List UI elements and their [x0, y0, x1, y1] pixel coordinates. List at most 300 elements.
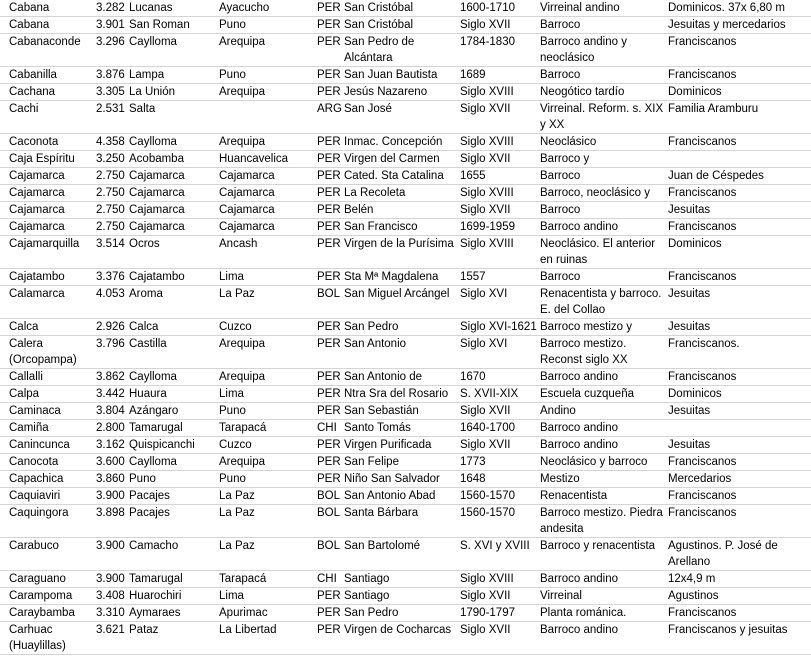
- table-row: [0, 588, 811, 605]
- style-cell: Neoclásico: [540, 136, 597, 148]
- country-cell: PER: [317, 69, 341, 81]
- province-cell: Aroma: [129, 288, 163, 300]
- altitude-cell: 3.600: [96, 456, 125, 468]
- town-cell: Cabanaconde: [9, 36, 81, 48]
- church-cell: San Antonio Abad: [344, 490, 436, 502]
- altitude-cell: 3.876: [96, 69, 125, 81]
- order-notes-cell: Franciscanos: [668, 36, 737, 48]
- style-cell: Renacentista: [540, 490, 608, 502]
- order-notes-cell: Mercedarios: [668, 473, 732, 485]
- order-notes-cell: Franciscanos: [668, 136, 737, 148]
- date-cell: 1784-1830: [460, 36, 515, 48]
- style-cell: Barroco andino: [540, 624, 618, 636]
- order-notes-cell: Jesuitas: [668, 204, 711, 216]
- country-cell: PER: [317, 187, 341, 199]
- town-cell: Canocota: [9, 456, 59, 468]
- altitude-cell: 2.750: [96, 221, 125, 233]
- region-cell: Tarapacá: [219, 422, 267, 434]
- order-notes-cell: Jesuitas: [668, 439, 711, 451]
- province-cell: Aymaraes: [129, 607, 181, 619]
- town-cell: Cajamarca: [9, 170, 65, 182]
- style-cell: Andino: [540, 405, 576, 417]
- order-notes-cell: Agustinos. P. José de Arellano: [668, 540, 778, 568]
- province-cell: Cajamarca: [129, 187, 185, 199]
- altitude-cell: 3.250: [96, 153, 125, 165]
- table-row: [0, 605, 811, 622]
- altitude-cell: 3.162: [96, 439, 125, 451]
- style-cell: Barroco: [540, 271, 581, 283]
- date-cell: Siglo XVI: [460, 338, 508, 350]
- order-notes-cell: Franciscanos: [668, 371, 737, 383]
- altitude-cell: 3.804: [96, 405, 125, 417]
- altitude-cell: 2.926: [96, 321, 125, 333]
- table-row: [0, 386, 811, 403]
- church-cell: Virgen de Cocharcas: [344, 624, 452, 636]
- altitude-cell: 3.310: [96, 607, 125, 619]
- province-cell: Puno: [129, 473, 156, 485]
- region-cell: Lima: [219, 388, 244, 400]
- province-cell: Caylloma: [129, 36, 177, 48]
- altitude-cell: 3.796: [96, 338, 125, 350]
- province-cell: Tamarugal: [129, 573, 183, 585]
- church-cell: San Sebastián: [344, 405, 419, 417]
- province-cell: Huarochiri: [129, 590, 182, 602]
- region-cell: Arequipa: [219, 86, 266, 98]
- style-cell: Barroco y renacentista: [540, 540, 656, 552]
- church-cell: San Cristóbal: [344, 2, 414, 14]
- table-row: [0, 17, 811, 34]
- altitude-cell: 2.750: [96, 187, 125, 199]
- church-cell: San Pedro: [344, 321, 399, 333]
- town-cell: Cajamarquilla: [9, 238, 80, 250]
- town-cell: Caquingora: [9, 507, 69, 519]
- country-cell: PER: [317, 405, 341, 417]
- town-cell: Canincunca: [9, 439, 70, 451]
- town-cell: Cachi: [9, 103, 39, 115]
- order-notes-cell: Dominicos: [668, 388, 722, 400]
- altitude-cell: 2.531: [96, 103, 125, 115]
- church-cell: San Cristóbal: [344, 19, 414, 31]
- altitude-cell: 3.376: [96, 271, 125, 283]
- date-cell: S. XVII-XIX: [460, 388, 519, 400]
- date-cell: 1640-1700: [460, 422, 515, 434]
- region-cell: Lima: [219, 271, 244, 283]
- country-cell: PER: [317, 338, 341, 350]
- table-row: [0, 571, 811, 588]
- province-cell: Salta: [129, 103, 156, 115]
- province-cell: Pataz: [129, 624, 159, 636]
- style-cell: Virreinal. Reform. s. XIX y XX: [540, 103, 664, 131]
- country-cell: PER: [317, 204, 341, 216]
- country-cell: BOL: [317, 490, 341, 502]
- region-cell: Cuzco: [219, 321, 252, 333]
- province-cell: Cajamarca: [129, 170, 185, 182]
- province-cell: Acobamba: [129, 153, 184, 165]
- country-cell: BOL: [317, 540, 341, 552]
- date-cell: 1557: [460, 271, 486, 283]
- date-cell: 1560-1570: [460, 507, 515, 519]
- date-cell: 1699-1959: [460, 221, 515, 233]
- date-cell: 1790-1797: [460, 607, 515, 619]
- region-cell: Puno: [219, 473, 246, 485]
- church-cell: Ntra Sra del Rosario: [344, 388, 449, 400]
- altitude-cell: 3.900: [96, 573, 125, 585]
- table-row: [0, 336, 811, 369]
- order-notes-cell: Dominicos: [668, 238, 722, 250]
- altitude-cell: 3.408: [96, 590, 125, 602]
- church-cell: San Juan Bautista: [344, 69, 438, 81]
- date-cell: Siglo XVI-1621: [460, 321, 537, 333]
- town-cell: Calpa: [9, 388, 40, 400]
- church-cell: San Pedro: [344, 607, 399, 619]
- region-cell: Arequipa: [219, 371, 266, 383]
- order-notes-cell: Franciscanos.: [668, 338, 740, 350]
- town-cell: Capachica: [9, 473, 64, 485]
- order-notes-cell: Franciscanos: [668, 69, 737, 81]
- church-cell: Virgen de la Purísima: [344, 238, 454, 250]
- order-notes-cell: Agustinos: [668, 590, 719, 602]
- order-notes-cell: Franciscanos: [668, 221, 737, 233]
- church-cell: La Recoleta: [344, 187, 406, 199]
- region-cell: Cajamarca: [219, 221, 275, 233]
- town-cell: Carampoma: [9, 590, 73, 602]
- country-cell: BOL: [317, 507, 341, 519]
- table-row: [0, 454, 811, 471]
- altitude-cell: 3.442: [96, 388, 125, 400]
- style-cell: Barroco y: [540, 153, 590, 165]
- church-cell: Santiago: [344, 573, 390, 585]
- table-row: [0, 34, 811, 67]
- style-cell: Neogótico tardío: [540, 86, 625, 98]
- order-notes-cell: Jesuitas: [668, 321, 711, 333]
- style-cell: Neoclásico. El anterior en ruinas: [540, 238, 656, 266]
- town-cell: Carabuco: [9, 540, 59, 552]
- region-cell: Puno: [219, 69, 246, 81]
- province-cell: Lampa: [129, 69, 165, 81]
- date-cell: Siglo XVII: [460, 590, 511, 602]
- province-cell: San Roman: [129, 19, 190, 31]
- church-cell: Niño San Salvador: [344, 473, 440, 485]
- table-row: [0, 471, 811, 488]
- date-cell: Siglo XVI: [460, 288, 508, 300]
- region-cell: Ancash: [219, 238, 258, 250]
- church-cell: Inmac. Concepción: [344, 136, 443, 148]
- order-notes-cell: Franciscanos: [668, 507, 737, 519]
- province-cell: Caylloma: [129, 456, 177, 468]
- province-cell: Azángaro: [129, 405, 179, 417]
- province-cell: Calca: [129, 321, 159, 333]
- table-row: [0, 67, 811, 84]
- order-notes-cell: Franciscanos: [668, 271, 737, 283]
- table-row: [0, 219, 811, 236]
- order-notes-cell: Jesuitas y mercedarios: [668, 19, 786, 31]
- town-cell: Caminaca: [9, 405, 61, 417]
- date-cell: Siglo XVII: [460, 405, 511, 417]
- church-cell: Belén: [344, 204, 374, 216]
- style-cell: Renacentista y barroco. E. del Collao: [540, 288, 662, 316]
- country-cell: PER: [317, 170, 341, 182]
- region-cell: Cajamarca: [219, 204, 275, 216]
- church-cell: Cated. Sta Catalina: [344, 170, 444, 182]
- date-cell: Siglo XVII: [460, 19, 511, 31]
- style-cell: Barroco andino: [540, 221, 618, 233]
- country-cell: PER: [317, 624, 341, 636]
- province-cell: La Unión: [129, 86, 176, 98]
- region-cell: Huancavelica: [219, 153, 289, 165]
- table-row: [0, 151, 811, 168]
- order-notes-cell: Franciscanos: [668, 187, 737, 199]
- town-cell: Cajamarca: [9, 187, 65, 199]
- town-cell: Calera (Orcopampa): [9, 338, 77, 366]
- style-cell: Planta románica.: [540, 607, 627, 619]
- table-row: [0, 437, 811, 454]
- table-row: [0, 134, 811, 151]
- date-cell: Siglo XVII: [460, 624, 511, 636]
- church-cell: San Pedro de Alcántara: [344, 36, 415, 64]
- date-cell: S. XVI y XVIII: [460, 540, 530, 552]
- region-cell: La Paz: [219, 490, 255, 502]
- order-notes-cell: Franciscanos: [668, 607, 737, 619]
- region-cell: La Paz: [219, 507, 255, 519]
- date-cell: 1689: [460, 69, 486, 81]
- province-cell: Huaura: [129, 388, 167, 400]
- order-notes-cell: Dominicos: [668, 86, 722, 98]
- table-row: [0, 269, 811, 286]
- church-cell: Virgen del Carmen: [344, 153, 440, 165]
- region-cell: Arequipa: [219, 338, 266, 350]
- church-cell: San Antonio: [344, 338, 407, 350]
- region-cell: Lima: [219, 590, 244, 602]
- style-cell: Barroco: [540, 19, 581, 31]
- town-cell: Caquiaviri: [9, 490, 61, 502]
- date-cell: Siglo XVII: [460, 103, 511, 115]
- church-cell: Virgen Purificada: [344, 439, 432, 451]
- table-row: [0, 101, 811, 134]
- date-cell: Siglo XVII: [460, 153, 511, 165]
- town-cell: Caconota: [9, 136, 59, 148]
- country-cell: PER: [317, 2, 341, 14]
- region-cell: Arequipa: [219, 36, 266, 48]
- town-cell: Cajamarca: [9, 221, 65, 233]
- region-cell: Puno: [219, 405, 246, 417]
- church-cell: Santiago: [344, 590, 390, 602]
- table-row: [0, 369, 811, 386]
- order-notes-cell: [668, 420, 811, 437]
- town-cell: Calamarca: [9, 288, 65, 300]
- order-notes-cell: Dominicos. 37x 6,80 m: [668, 2, 785, 14]
- province-cell: Camacho: [129, 540, 179, 552]
- region-cell: La Paz: [219, 288, 255, 300]
- style-cell: Virreinal: [540, 590, 582, 602]
- country-cell: PER: [317, 456, 341, 468]
- table-row: [0, 488, 811, 505]
- date-cell: Siglo XVII: [460, 204, 511, 216]
- church-cell: San José: [344, 103, 392, 115]
- date-cell: Siglo XVIII: [460, 238, 514, 250]
- town-cell: Cabana: [9, 2, 50, 14]
- table-row: [0, 538, 811, 571]
- style-cell: Barroco andino y neoclásico: [540, 36, 627, 64]
- region-cell: Arequipa: [219, 136, 266, 148]
- country-cell: PER: [317, 19, 341, 31]
- table-row: [0, 403, 811, 420]
- altitude-cell: 3.860: [96, 473, 125, 485]
- country-cell: PER: [317, 473, 341, 485]
- order-notes-cell: Franciscanos y jesuitas: [668, 624, 788, 636]
- table-row: [0, 202, 811, 219]
- altitude-cell: 3.900: [96, 490, 125, 502]
- style-cell: Barroco andino: [540, 422, 618, 434]
- altitude-cell: 3.898: [96, 507, 125, 519]
- table-row: [0, 286, 811, 319]
- order-notes-cell: Jesuitas: [668, 288, 711, 300]
- province-cell: Caylloma: [129, 136, 177, 148]
- table-row: [0, 505, 811, 538]
- table-row: [0, 319, 811, 336]
- region-cell: Cajamarca: [219, 187, 275, 199]
- date-cell: Siglo XVIII: [460, 573, 514, 585]
- church-cell: San Antonio de: [344, 371, 423, 383]
- order-notes-cell: Jesuitas: [668, 405, 711, 417]
- style-cell: Barroco: [540, 170, 581, 182]
- province-cell: Cajamarca: [129, 204, 185, 216]
- altitude-cell: 4.053: [96, 288, 125, 300]
- country-cell: PER: [317, 388, 341, 400]
- country-cell: CHI: [317, 573, 337, 585]
- altitude-cell: 4.358: [96, 136, 125, 148]
- province-cell: Lucanas: [129, 2, 173, 14]
- altitude-cell: 2.750: [96, 204, 125, 216]
- style-cell: Virreinal andino: [540, 2, 620, 14]
- altitude-cell: 3.296: [96, 36, 125, 48]
- date-cell: 1600-1710: [460, 2, 515, 14]
- region-cell: Arequipa: [219, 456, 266, 468]
- church-cell: Santo Tomás: [344, 422, 411, 434]
- altitude-cell: 3.305: [96, 86, 125, 98]
- style-cell: Barroco: [540, 69, 581, 81]
- province-cell: Pacajes: [129, 490, 170, 502]
- town-cell: Carhuac (Huaylillas): [9, 624, 66, 652]
- table-row: [0, 84, 811, 101]
- country-cell: PER: [317, 36, 341, 48]
- country-cell: CHI: [317, 422, 337, 434]
- country-cell: BOL: [317, 288, 341, 300]
- style-cell: Barroco, neoclásico y: [540, 187, 650, 199]
- table-row: [0, 236, 811, 269]
- region-cell: Ayacucho: [219, 2, 270, 14]
- table-row: [0, 420, 811, 437]
- date-cell: 1560-1570: [460, 490, 515, 502]
- country-cell: PER: [317, 238, 341, 250]
- country-cell: PER: [317, 221, 341, 233]
- date-cell: Siglo XVIII: [460, 136, 514, 148]
- order-notes-cell: Juan de Céspedes: [668, 170, 764, 182]
- country-cell: PER: [317, 590, 341, 602]
- country-cell: PER: [317, 86, 341, 98]
- date-cell: Siglo XVIII: [460, 86, 514, 98]
- order-notes-cell: 12x4,9 m: [668, 573, 716, 585]
- date-cell: 1773: [460, 456, 486, 468]
- town-cell: Callalli: [9, 371, 43, 383]
- altitude-cell: 3.901: [96, 19, 125, 31]
- region-cell: [219, 101, 317, 134]
- region-cell: Apurimac: [219, 607, 268, 619]
- province-cell: Cajatambo: [129, 271, 185, 283]
- altitude-cell: 3.621: [96, 624, 125, 636]
- country-cell: PER: [317, 439, 341, 451]
- country-cell: PER: [317, 321, 341, 333]
- style-cell: Neoclásico y barroco: [540, 456, 648, 468]
- region-cell: Cajamarca: [219, 170, 275, 182]
- province-cell: Quispicanchi: [129, 439, 195, 451]
- church-cell: Sta Mª Magdalena: [344, 271, 439, 283]
- town-cell: Caraybamba: [9, 607, 75, 619]
- town-cell: Cajamarca: [9, 204, 65, 216]
- table-row: [0, 185, 811, 202]
- table-row: [0, 0, 811, 17]
- altitude-cell: 3.900: [96, 540, 125, 552]
- town-cell: Caja Espíritu: [9, 153, 75, 165]
- town-cell: Cabana: [9, 19, 50, 31]
- style-cell: Barroco andino: [540, 573, 618, 585]
- town-cell: Cachana: [9, 86, 56, 98]
- style-cell: Barroco mestizo y: [540, 321, 633, 333]
- province-cell: Caylloma: [129, 371, 177, 383]
- style-cell: Barroco: [540, 204, 581, 216]
- country-cell: ARG: [317, 103, 342, 115]
- province-cell: Tamarugal: [129, 422, 183, 434]
- church-cell: San Miguel Arcángel: [344, 288, 450, 300]
- order-notes-cell: [668, 151, 811, 168]
- church-cell: Jesús Nazareno: [344, 86, 428, 98]
- style-cell: Escuela cuzqueña: [540, 388, 634, 400]
- style-cell: Barroco andino: [540, 371, 618, 383]
- date-cell: Siglo XVIII: [460, 187, 514, 199]
- altitude-cell: 2.750: [96, 170, 125, 182]
- church-cell: San Francisco: [344, 221, 418, 233]
- style-cell: Barroco mestizo. Piedra andesita: [540, 507, 663, 535]
- style-cell: Mestizo: [540, 473, 580, 485]
- town-cell: Cajatambo: [9, 271, 65, 283]
- province-cell: Pacajes: [129, 507, 170, 519]
- style-cell: Barroco andino: [540, 439, 618, 451]
- town-cell: Caraguano: [9, 573, 66, 585]
- style-cell: Barroco mestizo. Reconst siglo XX: [540, 338, 628, 366]
- church-cell: San Felipe: [344, 456, 399, 468]
- altitude-cell: 3.514: [96, 238, 125, 250]
- order-notes-cell: Franciscanos: [668, 490, 737, 502]
- town-cell: Camiña: [9, 422, 49, 434]
- country-cell: PER: [317, 271, 341, 283]
- table-row: [0, 168, 811, 185]
- country-cell: PER: [317, 136, 341, 148]
- province-cell: Ocros: [129, 238, 160, 250]
- country-cell: PER: [317, 153, 341, 165]
- church-cell: Santa Bárbara: [344, 507, 419, 519]
- region-cell: Tarapacá: [219, 573, 267, 585]
- order-notes-cell: Franciscanos: [668, 456, 737, 468]
- region-cell: Cuzco: [219, 439, 252, 451]
- altitude-cell: 3.862: [96, 371, 125, 383]
- town-cell: Calca: [9, 321, 39, 333]
- region-cell: La Libertad: [219, 624, 277, 636]
- country-cell: PER: [317, 607, 341, 619]
- region-cell: Puno: [219, 19, 246, 31]
- date-cell: Siglo XVII: [460, 439, 511, 451]
- date-cell: 1655: [460, 170, 486, 182]
- province-cell: Cajamarca: [129, 221, 185, 233]
- order-notes-cell: Familia Aramburu: [668, 103, 759, 115]
